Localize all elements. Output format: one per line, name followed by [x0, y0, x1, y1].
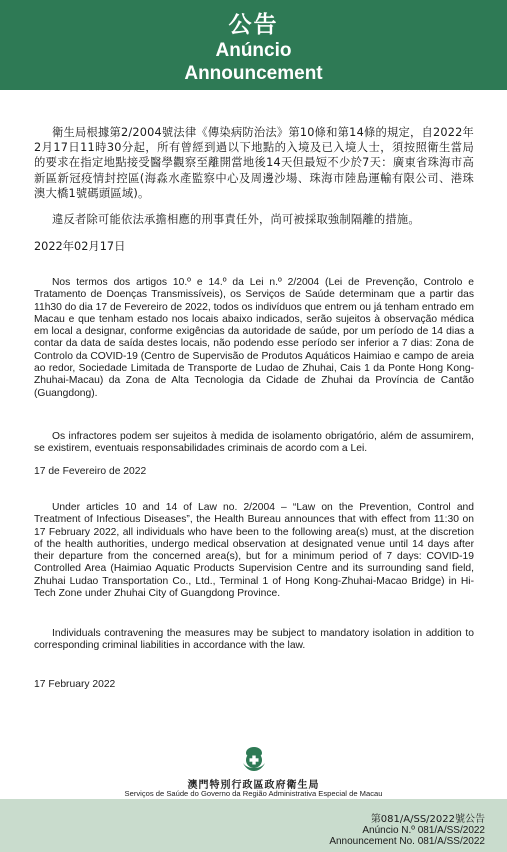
title-chinese: 公告	[228, 12, 279, 38]
portuguese-date: 17 de Fevereiro de 2022	[34, 466, 147, 477]
portuguese-paragraph-2: Os infractores podem ser sujeitos à medida de isolamento obrigatório, além de assumirem, se existirem, eventuais responsabilidades criminais de acordo com a Lei.	[34, 431, 474, 455]
title-english: Announcement	[184, 63, 323, 84]
chinese-paragraph-1: 衛生局根據第2/2004號法律《傳染病防治法》第10條和第14條的規定，自2022年2月17日11時30分起，所有曾經到過以下地點的入境及已入境人士，須按照衛生當局的要求在指定地點接受醫學觀察至離開當地後14天但最短不少於7天：廣東省珠海市高新區新冠疫情封控區(海淼水產監察中心及周邊沙場、珠海市陸島運輸有限公司、港珠澳大橋1號碼頭區域)。	[34, 126, 474, 200]
title-portuguese: Anúncio	[215, 40, 292, 61]
organization-name-portuguese: Serviços de Saúde do Governo da Região Administrativa Especial de Macau	[124, 789, 383, 798]
announcement-header	[0, 0, 507, 90]
reference-number-portuguese: Anúncio N.º 081/A/SS/2022	[362, 825, 485, 836]
reference-footer	[0, 799, 507, 852]
english-date: 17 February 2022	[34, 679, 116, 690]
reference-number-chinese: 第081/A/SS/2022號公告	[370, 814, 485, 825]
health-bureau-logo-icon	[240, 746, 268, 772]
english-paragraph-1: Under articles 10 and 14 of Law no. 2/2004 – “Law on the Prevention, Control and Treatment of Infectious Diseases”, the Health Bureau announces that with effect from 11:30 on 17 February 2022, all individuals who have been to the following area(s) must, at the discretion of the health authorities, undergo medical observation at designated venue until 14 days after their departure from the concerned area(s), but for a minimum period of 7 days: COVID-19 Controlled Area (Haimiao Aquatic Products Supervision Centre and its surrounding sand field, Zhuhai Ludao Transportation Co., Ltd., Terminal 1 of Hong Kong-Zhuhai-Macao Bridge) in Hi-Tech Zone under Zhuhai City of Guangdong Province.	[34, 502, 474, 600]
organization-name-chinese: 澳門特別行政區政府衛生局	[187, 780, 320, 791]
portuguese-paragraph-1: Nos termos dos artigos 10.º e 14.º da Lei n.º 2/2004 (Lei de Prevenção, Controlo e Tratamento de Doenças Transmissíveis), os Serviços de Saúde determinam que a partir das 11h30 do dia 17 de Fevereiro de 2022, todos os indivíduos que entrem ou já tenham entrado em Macau e que tenham estado nos locais abaixo indicados, serão sujeitos à observação médica em local a designar, conforme exigências da autoridade de saúde, por um período de 14 dias a contar da data de saída destes locais, não podendo esse período ser inferior a 7 dias: Zona de Controlo da COVID-19 (Centro de Supervisão de Produtos Aquáticos Haimiao e campo de areia ao redor, Sociedade Limitada de Transporte de Ludao de Zhuhai, Cais 1 da Ponte Hong Kong-Zhuhai-Macau) da Zona de Alta Tecnologia da Cidade de Zhuhai da Província de Cantão (Guangdong).	[34, 277, 475, 399]
chinese-date: 2022年02月17日	[34, 240, 126, 253]
english-paragraph-2: Individuals contravening the measures may be subject to mandatory isolation in addition to corresponding criminal liabilities in accordance with the law.	[34, 628, 474, 652]
chinese-paragraph-2: 違反者除可能依法承擔相應的刑事責任外，尚可被採取強制隔離的措施。	[52, 213, 420, 226]
reference-number-english: Announcement No. 081/A/SS/2022	[329, 836, 485, 847]
